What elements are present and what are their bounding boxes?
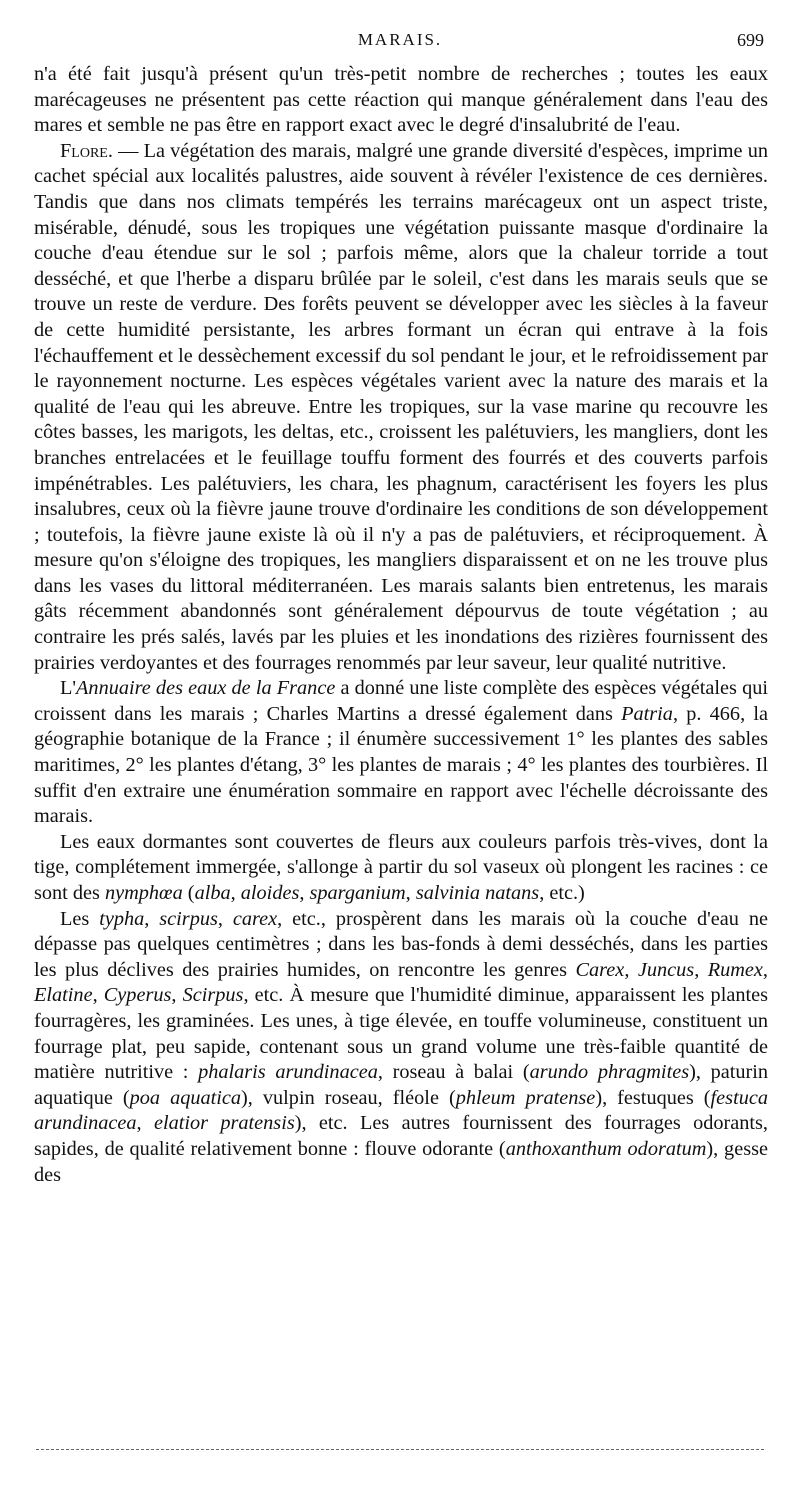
text-run: ), festuques ( (595, 1086, 711, 1109)
text-run: , (171, 984, 183, 1007)
text-run: a donné une liste complète des espèces végétales qui croissent dans les marais ; Charles Martins a dressé également dans (34, 677, 768, 725)
section-label: Flore. (60, 139, 113, 162)
italic-text: Elatine (34, 984, 93, 1007)
text-run: ), gesse des (34, 1137, 768, 1186)
text-run: , p. 466, la géographie botanique de la France ; il énumère successivement 1° les plantes des sables maritimes, 2° les plantes d'étang, 3° les plantes de marais ; 4° les plantes des tourbières. Il suffit d'en extraire une énumération sommaire en rapport avec l'échelle décroissante des marais. (34, 702, 768, 828)
italic-text: elatior pratensis (153, 1112, 295, 1135)
text-run: , (299, 882, 310, 904)
paragraph (34, 62, 768, 139)
running-title: MARAIS. (357, 30, 443, 49)
text-run: , (230, 882, 241, 904)
italic-text: Patria (621, 702, 673, 725)
italic-text: Annuaire des eaux de la France (76, 677, 336, 700)
text-run: ), paturin aquatique ( (34, 1061, 769, 1109)
italic-text: Juncus (637, 958, 695, 981)
page-header (36, 30, 764, 54)
italic-text: scirpus (159, 907, 218, 930)
page-number: 699 (737, 30, 764, 50)
italic-text: anthoxanthum odoratum (505, 1137, 707, 1160)
paragraph (34, 830, 768, 907)
text-run: L' (60, 677, 77, 700)
body-text (34, 62, 768, 1188)
paragraph (34, 139, 768, 676)
text-run: ), vulpin roseau, fléole ( (241, 1086, 456, 1109)
text-run: Les (60, 907, 100, 930)
text-run: Les eaux dormantes sont couvertes de fleurs aux couleurs parfois très-vives, dont la tige, complétement immergée, s'allonge à partir du sol vaseux où plongent les racines : ce sont des (34, 830, 768, 904)
text-run: , roseau à balai ( (377, 1061, 530, 1084)
italic-text: poa aquatica (129, 1086, 242, 1109)
text-run: — La végétation des marais, malgré une grande diversité d'espèces, imprime un cachet spécial aux localités palustres, aide souvent à révéler l'existence de ces dernières. Tandis que dans nos climats tempérés les terrains marécageux ont un aspect triste, misérable, dénudé, sous les tropiques une végétation puissante masque d'ordinaire la couche d'eau étendue sur le sol ; parfois même, alors que la chaleur torride a tout desséché, et que l'herbe a disparu brûlée par le soleil, c'est dans les marais seuls que se trouve un reste de verdure. Des forêts peuvent se développer avec les siècles à la faveur de cette humidité persistante, les arbres formant un écran qui entrave à la fois l'échauffement et le dessèchement excessif du sol pendant le jour, et le refroidissement par le rayonnement nocturne. Les espèces végétales varient avec la nature des marais et la qualité de l'eau qui les abreuve. Entre les tropiques, sur la vase marine qu recouvre les côtes basses, les marigots, les deltas, etc., croissent les palétuviers, les mangliers, dont les branches entrelacées et le feuillage touffu forment des fourrés et des couverts parfois impénétrables. Les palétuviers, les chara, les phagnum, caractérisent les foyers les plus insalubres, ceux où la fièvre jaune trouve d'ordinaire les conditions de son développement ; toutefois, la fièvre jaune existe là où il n'y a pas de palétuviers, et réciproquement. À mesure qu'on s'éloigne des tropiques, les mangliers disparaissent et on ne les trouve plus dans les vases du littoral méditerranéen. Les marais salants bien entretenus, les marais gâts récemment abandonnés sont généralement dépourvus de toute végétation ; au contraire les prés salés, lavés par les pluies et les inondations des rizières fournissent des prairies verdoyantes et des fourrages renommés par leur saveur, leur qualité nutritive. (34, 139, 768, 674)
text-run: n'a été fait jusqu'à présent qu'un très-petit nombre de recherches ; toutes les eaux marécageuses ne présentent pas cette réaction qui manque généralement dans l'eau des mares et semble ne pas être en rapport exact avec le degré d'insalubrité de l'eau. (34, 63, 768, 137)
text-run: , (405, 882, 416, 904)
text-run: ), etc. Les autres fournissent des fourrages odorants, sapides, de qualité relativement bonne : flouve odorante ( (34, 1112, 768, 1160)
text-run: , (144, 907, 160, 930)
italic-text: Carex (575, 958, 625, 981)
text-run: , (694, 958, 708, 981)
text-run: , (762, 958, 768, 981)
text-run: , etc.) (539, 882, 585, 904)
italic-text: aloides (240, 882, 300, 904)
italic-text: alba (194, 882, 231, 904)
text-run: , (136, 1112, 154, 1135)
italic-text: festuca arundinacea (34, 1086, 768, 1135)
text-run: , etc. À mesure que l'humidité diminue, apparaissent les plantes fourragères, les graminées. Les unes, à tige élevée, en touffe volumineuse, constituent un fourrage plat, peu sapide, contenant sous un grand volume une très-faible quantité de matière nutritive : (34, 984, 769, 1084)
italic-text: arundo phragmites (529, 1061, 690, 1084)
footer-dotted-rule (36, 1449, 764, 1450)
text-run: , (92, 984, 104, 1007)
italic-text: Cyperus (103, 984, 172, 1007)
text-run: , etc., prospèrent dans les marais où la couche d'eau ne dépasse pas quelques centimètres ; dans les bas-fonds à demi desséchés, dans les parties les plus déclives des prairies humides, on rencontre les genres (34, 907, 769, 981)
italic-text: Scirpus (182, 984, 244, 1007)
text-run: , (624, 958, 638, 981)
paragraph (34, 676, 768, 830)
italic-text: sparganium (309, 882, 406, 904)
italic-text: phalaris arundinacea (198, 1061, 378, 1084)
text-run: , (217, 907, 233, 930)
text-run: ( (182, 882, 195, 904)
paragraph (34, 907, 768, 1189)
italic-text: salvinia natans (415, 882, 540, 904)
italic-text: carex (232, 907, 278, 930)
italic-text: typha (99, 907, 145, 930)
italic-text: phleum pratense (455, 1086, 596, 1109)
italic-text: Rumex (707, 958, 763, 981)
italic-text: nymphœa (104, 882, 183, 904)
